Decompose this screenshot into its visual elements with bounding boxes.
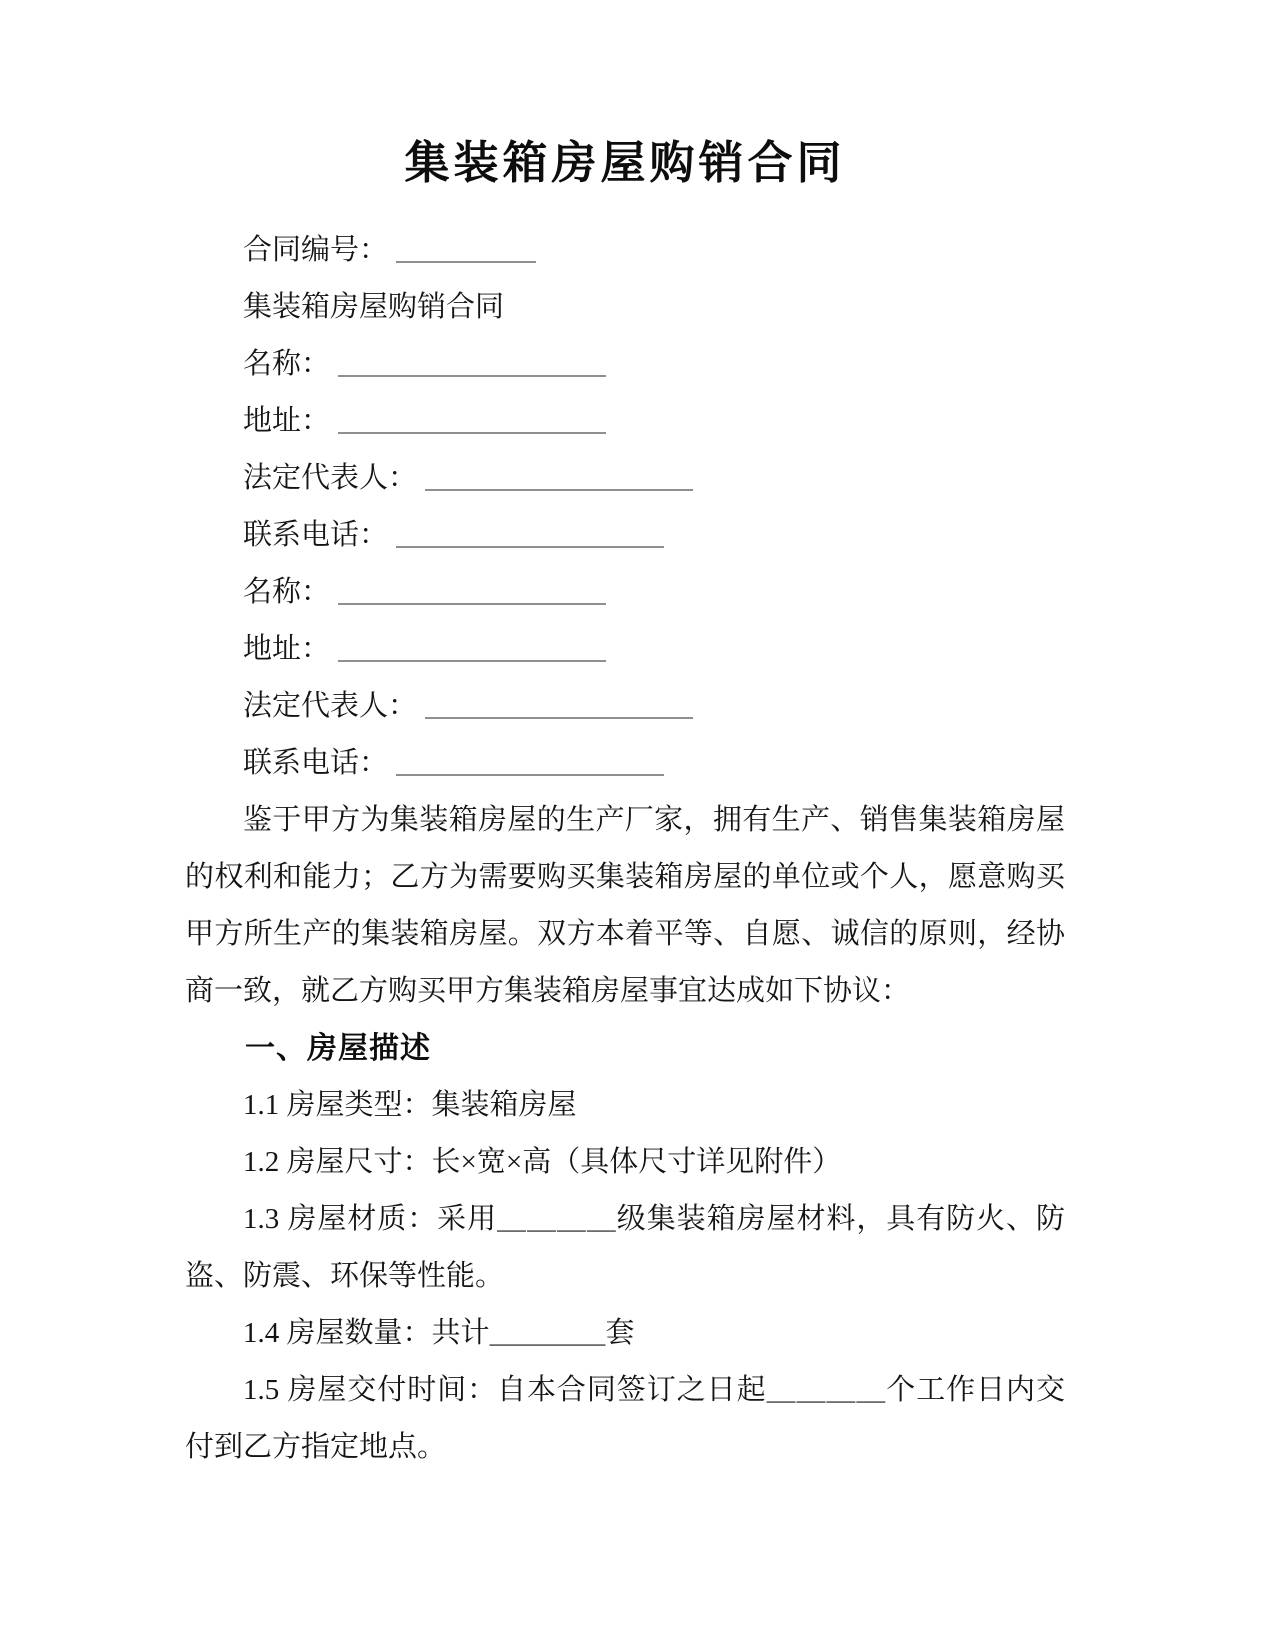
party-b-address-blank <box>338 640 606 662</box>
party-b-legal-rep-blank <box>425 697 693 719</box>
party-a-address-blank <box>338 412 606 434</box>
party-b-name-line <box>185 564 1065 621</box>
party-b-name-blank <box>338 583 606 605</box>
party-a-name-label: 名称： <box>243 348 331 380</box>
document-title: 集装箱房屋购销合同 <box>404 138 846 188</box>
clause-1-1-house-type: 1.1 房屋类型：集装箱房屋 <box>243 1089 577 1121</box>
contract-number-line <box>185 222 1065 279</box>
contract-number-blank <box>396 241 536 263</box>
clause-1-5-delivery-time: 1.5 房屋交付时间：自本合同签订之日起＿＿＿＿个工作日内交付到乙方指定地点。 <box>185 1374 1065 1463</box>
document-subtitle: 集装箱房屋购销合同 <box>243 291 505 323</box>
party-a-phone-line <box>185 507 1065 564</box>
contract-number-label: 合同编号： <box>243 234 389 266</box>
party-a-legal-rep-label: 法定代表人： <box>243 462 418 494</box>
party-a-phone-blank <box>396 526 664 548</box>
party-a-phone-label: 联系电话： <box>243 519 389 551</box>
party-b-address-line <box>185 621 1065 678</box>
party-a-address-label: 地址： <box>243 405 331 437</box>
clause-1-4-house-quantity: 1.4 房屋数量：共计＿＿＿＿套 <box>243 1317 635 1349</box>
clause-1-3-house-material: 1.3 房屋材质：采用＿＿＿＿级集装箱房屋材料，具有防火、防盗、防震、环保等性能。 <box>185 1203 1065 1292</box>
party-b-phone-label: 联系电话： <box>243 747 389 779</box>
party-b-phone-line <box>185 735 1065 792</box>
party-a-name-blank <box>338 355 606 377</box>
party-a-legal-rep-line <box>185 450 1065 507</box>
section-1-heading: 一、房屋描述 <box>245 1032 431 1065</box>
party-b-phone-blank <box>396 754 664 776</box>
party-b-legal-rep-line <box>185 678 1065 735</box>
party-a-legal-rep-blank <box>425 469 693 491</box>
party-a-name-line <box>185 336 1065 393</box>
party-a-address-line <box>185 393 1065 450</box>
preamble-paragraph: 鉴于甲方为集装箱房屋的生产厂家，拥有生产、销售集装箱房屋的权利和能力；乙方为需要购买集装箱房屋的单位或个人，愿意购买甲方所生产的集装箱房屋。双方本着平等、自愿、诚信的原则，经协商一致，就乙方购买甲方集装箱房屋事宜达成如下协议： <box>185 804 1065 1007</box>
document-subtitle-line <box>185 279 1065 336</box>
clause-1-2-house-size: 1.2 房屋尺寸：长×宽×高（具体尺寸详见附件） <box>243 1146 842 1178</box>
party-b-name-label: 名称： <box>243 576 331 608</box>
party-b-legal-rep-label: 法定代表人： <box>243 690 418 722</box>
party-b-address-label: 地址： <box>243 633 331 665</box>
